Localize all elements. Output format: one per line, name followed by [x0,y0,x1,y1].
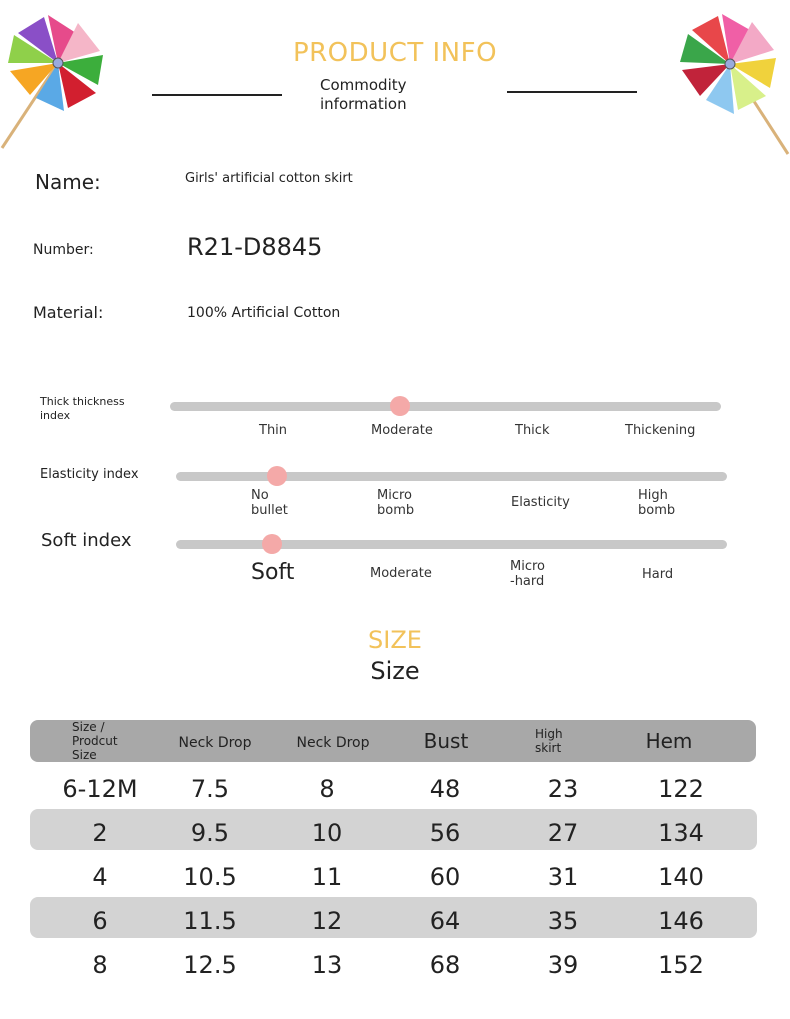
number-value: R21-D8845 [187,233,323,261]
elasticity-index-label: Elasticity index [40,467,139,482]
table-cell: 10.5 [183,863,237,891]
elasticity-option-micro-bomb: Micro bomb [377,488,415,518]
size-subtitle: Size [370,657,420,685]
thickness-option-thin: Thin [259,423,288,438]
subtitle-line-1: Commodity [320,76,407,94]
table-cell: 35 [547,907,579,935]
header-divider-left [152,94,282,96]
table-cell: 122 [658,775,704,803]
header-hem: Hem [645,729,693,753]
name-label: Name: [35,170,101,194]
thickness-option-thickening: Thickening [625,423,696,438]
name-value: Girls' artificial cotton skirt [185,171,353,186]
soft-slider-track [176,540,727,549]
size-title: SIZE [368,626,422,654]
table-cell: 39 [547,951,579,979]
table-cell: 2 [92,819,108,847]
header-bust: Bust [423,729,469,753]
table-cell: 4 [92,863,108,891]
table-cell: 31 [547,863,579,891]
table-cell: 134 [658,819,704,847]
table-cell: 8 [92,951,108,979]
table-cell: 146 [658,907,704,935]
table-cell: 7.5 [190,775,230,803]
thickness-index-label: Thick thickness index [40,395,125,422]
table-cell: 64 [429,907,461,935]
page-subtitle [320,76,440,114]
table-cell: 27 [547,819,579,847]
table-cell: 10 [311,819,343,847]
pinwheel-right-decoration [672,6,790,156]
soft-option-soft: Soft [251,560,295,585]
table-cell: 60 [429,863,461,891]
soft-index-label: Soft index [41,530,132,551]
elasticity-option-no-bullet: No bullet [251,488,288,518]
header-size: Size / Prodcut Size [72,720,118,762]
header-divider-right [507,91,637,93]
elasticity-option-elasticity: Elasticity [511,495,570,510]
table-cell: 23 [547,775,579,803]
pinwheel-left-decoration [0,8,120,153]
table-cell: 13 [311,951,343,979]
table-cell: 140 [658,863,704,891]
elasticity-option-high-bomb: High bomb [638,488,676,518]
header-neck-drop-2: Neck Drop [296,735,370,751]
table-cell: 11 [311,863,343,891]
elasticity-slider-track [176,472,727,481]
table-cell: 152 [658,951,704,979]
table-cell: 6 [92,907,108,935]
soft-option-micro-hard: Micro -hard [510,559,545,589]
thickness-slider-knob [390,396,410,416]
material-value: 100% Artificial Cotton [187,305,341,321]
table-cell: 9.5 [190,819,230,847]
thickness-option-moderate: Moderate [371,423,433,438]
table-cell: 48 [429,775,461,803]
subtitle-line-2: information [320,95,407,113]
table-cell: 68 [429,951,461,979]
thickness-option-thick: Thick [515,423,550,438]
soft-option-moderate: Moderate [370,566,432,581]
table-cell: 11.5 [183,907,237,935]
elasticity-slider-knob [267,466,287,486]
page-title: PRODUCT INFO [292,38,498,68]
table-cell: 8 [319,775,335,803]
thickness-slider-track [170,402,721,411]
table-cell: 6-12M [62,775,138,803]
number-label: Number: [33,242,94,258]
material-label: Material: [33,303,104,322]
soft-slider-knob [262,534,282,554]
header-neck-drop-1: Neck Drop [178,735,252,751]
table-cell: 56 [429,819,461,847]
table-cell: 12.5 [183,951,237,979]
header-high-skirt: High skirt [535,727,563,755]
table-cell: 12 [311,907,343,935]
soft-option-hard: Hard [642,567,674,582]
